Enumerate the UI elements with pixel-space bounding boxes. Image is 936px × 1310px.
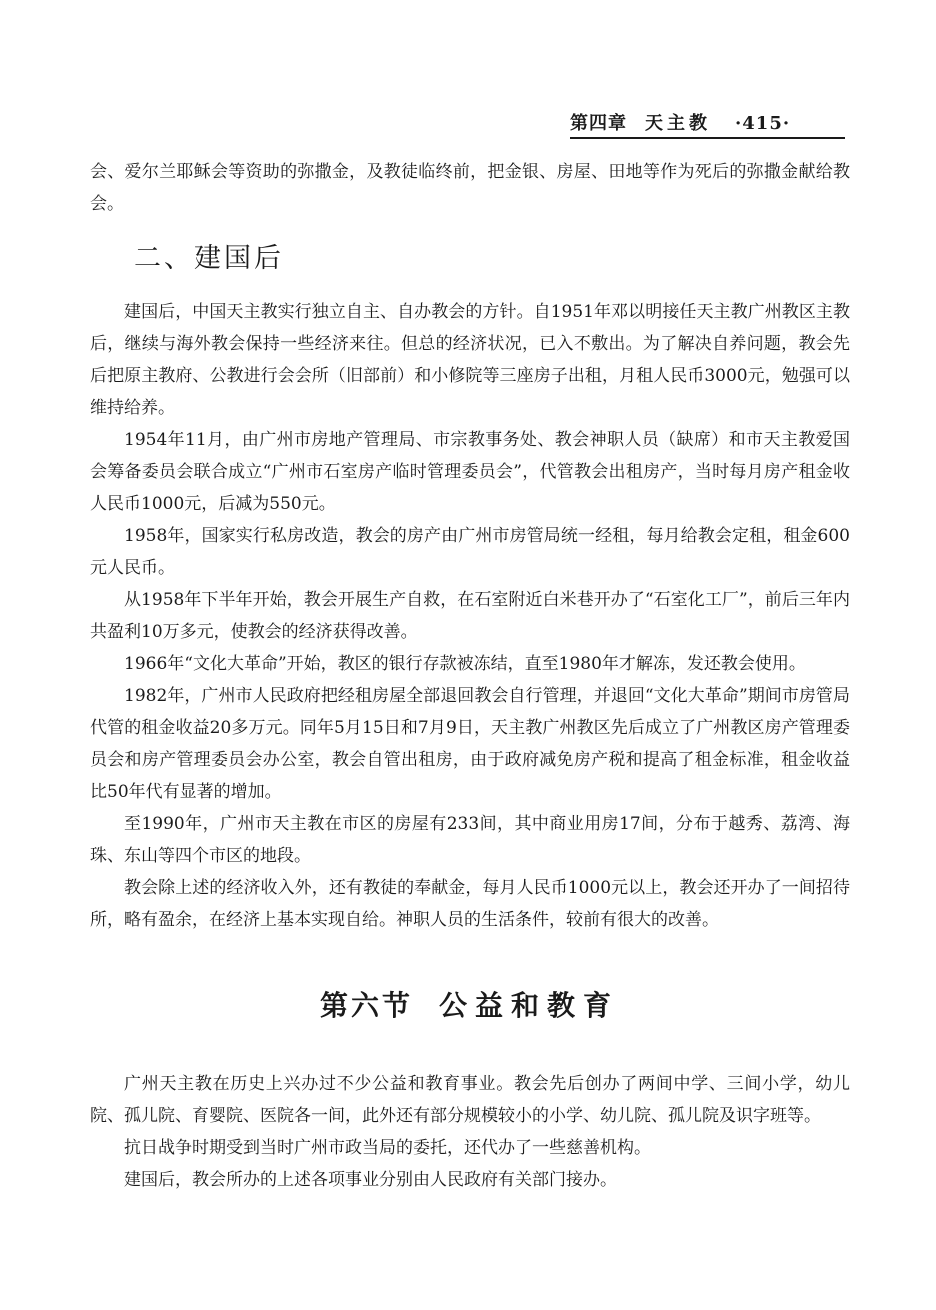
continuation-block xyxy=(90,156,850,220)
section-name: 公益和教育 xyxy=(439,989,620,1022)
page-number: ·415· xyxy=(735,113,791,134)
section-number: 第六节 xyxy=(320,989,414,1022)
subject-label: 天主教 xyxy=(645,113,711,134)
section-heading: 二、建国后 xyxy=(134,243,284,274)
continuation-paragraph: 会、爱尔兰耶稣会等资助的弥撒金，及教徒临终前，把金银、房屋、田地等作为死后的弥撒金献给教会。 xyxy=(90,162,850,214)
paragraph: 1982年，广州市人民政府把经租房屋全部退回教会自行管理，并退回“文化大革命”期间市房管局代管的租金收益20多万元。同年5月15日和7月9日，天主教广州教区先后成立了广州教区房产管理委员会和房产管理委员会办公室，教会自管出租房，由于政府减免房产税和提高了租金标准，租金收益比50年代有显著的增加。 xyxy=(90,686,850,802)
section6-body xyxy=(90,1068,850,1196)
paragraph: 1954年11月，由广州市房地产管理局、市宗教事务处、教会神职人员（缺席）和市天主教爱国会筹备委员会联合成立“广州市石室房产临时管理委员会”，代管教会出租房产，当时每月房产租金收人民币1000元，后减为550元。 xyxy=(90,430,850,514)
paragraph: 从1958年下半年开始，教会开展生产自救，在石室附近白米巷开办了“石室化工厂”，前后三年内共盈利10万多元，使教会的经济获得改善。 xyxy=(90,590,850,642)
paragraph: 建国后，教会所办的上述各项事业分别由人民政府有关部门接办。 xyxy=(124,1170,617,1190)
paragraph: 抗日战争时期受到当时广州市政当局的委托，还代办了一些慈善机构。 xyxy=(124,1138,651,1158)
section2-body xyxy=(90,296,850,936)
section-title xyxy=(320,984,619,1024)
paragraph: 广州天主教在历史上兴办过不少公益和教育事业。教会先后创办了两间中学、三间小学，幼儿院、孤儿院、育婴院、医院各一间，此外还有部分规模较小的小学、幼儿院、孤儿院及识字班等。 xyxy=(90,1074,850,1126)
paragraph: 1958年，国家实行私房改造，教会的房产由广州市房管局统一经租，每月给教会定租，租金600元人民币。 xyxy=(90,526,850,578)
paragraph: 至1990年，广州市天主教在市区的房屋有233间，其中商业用房17间，分布于越秀、荔湾、海珠、东山等四个市区的地段。 xyxy=(90,814,850,866)
running-header xyxy=(570,109,850,135)
paragraph: 1966年“文化大革命”开始，教区的银行存款被冻结，直至1980年才解冻，发还教会使用。 xyxy=(124,654,806,674)
paragraph: 建国后，中国天主教实行独立自主、自办教会的方针。自1951年邓以明接任天主教广州教区主教后，继续与海外教会保持一些经济来往。但总的经济状况，已入不敷出。为了解决自养问题，教会先后把原主教府、公教进行会会所（旧部前）和小修院等三座房子出租，月租人民币3000元，勉强可以维持给养。 xyxy=(90,302,850,418)
chapter-label: 第四章 xyxy=(570,113,627,134)
header-rule xyxy=(570,137,845,139)
paragraph: 教会除上述的经济收入外，还有教徒的奉献金，每月人民币1000元以上，教会还开办了一间招待所，略有盈余，在经济上基本实现自给。神职人员的生活条件，较前有很大的改善。 xyxy=(90,878,850,930)
